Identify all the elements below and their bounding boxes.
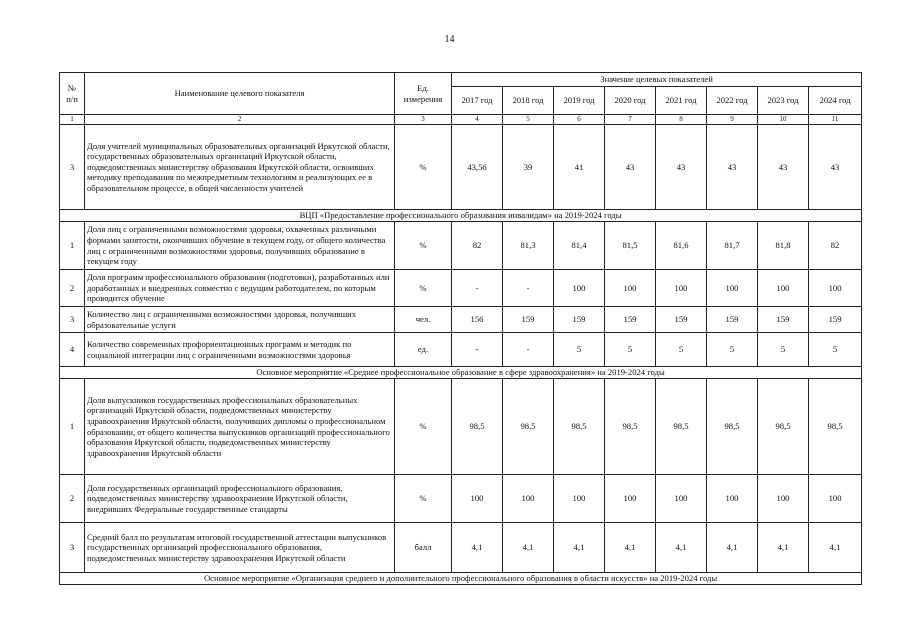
page-number: 14: [444, 34, 455, 45]
value-cell: 159: [707, 307, 758, 333]
table-row: [60, 523, 862, 573]
value-cell: 81,3: [503, 222, 554, 270]
header-num: № п/п: [60, 73, 85, 115]
value-cell: 81,8: [758, 222, 809, 270]
table-row: [60, 475, 862, 523]
indicator-name: Количество современных профориентационных программ и методик по социальной интеграции лиц с ограниченными возможностями здоровья: [85, 333, 395, 367]
value-cell: 4,1: [503, 523, 554, 573]
column-index: 6: [554, 115, 605, 125]
value-cell: 4,1: [554, 523, 605, 573]
value-cell: 100: [707, 475, 758, 523]
column-index: 1: [60, 115, 85, 125]
value-cell: 5: [656, 333, 707, 367]
indicators-table: [59, 72, 862, 585]
value-cell: 39: [503, 125, 554, 210]
value-cell: 100: [656, 270, 707, 307]
table-row: [60, 379, 862, 475]
column-index: 5: [503, 115, 554, 125]
value-cell: 100: [656, 475, 707, 523]
value-cell: 100: [707, 270, 758, 307]
unit: %: [395, 222, 452, 270]
header-year: 2020 год: [605, 87, 656, 115]
column-index: 3: [395, 115, 452, 125]
value-cell: 81,4: [554, 222, 605, 270]
value-cell: 156: [452, 307, 503, 333]
column-index: 9: [707, 115, 758, 125]
value-cell: 81,6: [656, 222, 707, 270]
value-cell: -: [452, 270, 503, 307]
row-number: 1: [60, 379, 85, 475]
column-index: 10: [758, 115, 809, 125]
table-row: [60, 270, 862, 307]
value-cell: 98,5: [554, 379, 605, 475]
row-number: 4: [60, 333, 85, 367]
value-cell: 100: [503, 475, 554, 523]
section-title: Основное мероприятие «Организация среднего и дополнительного профессионального образования в области искусств» на 2019-2024 годы: [60, 573, 862, 585]
header-year: 2021 год: [656, 87, 707, 115]
value-cell: 100: [758, 475, 809, 523]
value-cell: 159: [656, 307, 707, 333]
section-title: Основное мероприятие «Среднее профессиональное образование в сфере здравоохранения» на 2019-2024 годы: [60, 367, 862, 379]
value-cell: 98,5: [707, 379, 758, 475]
value-cell: 98,5: [503, 379, 554, 475]
unit: %: [395, 475, 452, 523]
table-row: [60, 125, 862, 210]
value-cell: 4,1: [605, 523, 656, 573]
row-number: 3: [60, 523, 85, 573]
value-cell: 159: [809, 307, 862, 333]
indicator-name: Количество лиц с ограниченными возможностями здоровья, получивших образовательные услуги: [85, 307, 395, 333]
value-cell: 43: [656, 125, 707, 210]
header-year: 2019 год: [554, 87, 605, 115]
unit: %: [395, 125, 452, 210]
header-values-group: Значение целевых показателей: [452, 73, 862, 87]
value-cell: 43,56: [452, 125, 503, 210]
row-number: 2: [60, 270, 85, 307]
column-index: 2: [85, 115, 395, 125]
indicator-name: Доля лиц с ограниченными возможностями здоровья, охваченных различными формами занятости, окончивших обучение в текущем году, от общего количества лиц с ограниченными возможностями здоровья, получивших образование в текущем году: [85, 222, 395, 270]
value-cell: 98,5: [452, 379, 503, 475]
header-year: 2023 год: [758, 87, 809, 115]
unit: %: [395, 379, 452, 475]
value-cell: 81,5: [605, 222, 656, 270]
value-cell: 159: [758, 307, 809, 333]
row-number: 1: [60, 222, 85, 270]
value-cell: 159: [605, 307, 656, 333]
value-cell: 43: [707, 125, 758, 210]
unit: %: [395, 270, 452, 307]
indicator-name: Доля программ профессионального образования (подготовки), разработанных или доработанных и внедренных совместно с ведущим работодателем, по которым проводится обучение: [85, 270, 395, 307]
table-row: [60, 222, 862, 270]
value-cell: 43: [758, 125, 809, 210]
column-index: 4: [452, 115, 503, 125]
indicator-name: Доля государственных организаций профессионального образования, подведомственных министерству здравоохранения Иркутской области, внедривших Федеральные государственные стандарты: [85, 475, 395, 523]
unit: чел.: [395, 307, 452, 333]
header-unit: Ед. измерения: [395, 73, 452, 115]
value-cell: 100: [554, 475, 605, 523]
value-cell: 4,1: [656, 523, 707, 573]
value-cell: 98,5: [758, 379, 809, 475]
value-cell: -: [503, 333, 554, 367]
table-row: [60, 307, 862, 333]
value-cell: 100: [554, 270, 605, 307]
value-cell: -: [503, 270, 554, 307]
section-title: ВЦП «Предоставление профессионального образования инвалидам» на 2019-2024 годы: [60, 210, 862, 222]
value-cell: 5: [809, 333, 862, 367]
value-cell: 82: [809, 222, 862, 270]
column-index: 8: [656, 115, 707, 125]
value-cell: 98,5: [809, 379, 862, 475]
row-number: 3: [60, 307, 85, 333]
value-cell: 100: [809, 475, 862, 523]
value-cell: 4,1: [707, 523, 758, 573]
table-row: [60, 333, 862, 367]
value-cell: 100: [605, 270, 656, 307]
value-cell: 100: [605, 475, 656, 523]
value-cell: 5: [554, 333, 605, 367]
value-cell: 5: [758, 333, 809, 367]
value-cell: 98,5: [656, 379, 707, 475]
indicator-name: Средний балл по результатам итоговой государственной аттестации выпускников государственных организаций профессионального образования, подведомственных министерству здравоохранения Иркутской области: [85, 523, 395, 573]
header-name: Наименование целевого показателя: [85, 73, 395, 115]
value-cell: 43: [605, 125, 656, 210]
value-cell: 5: [605, 333, 656, 367]
value-cell: 41: [554, 125, 605, 210]
value-cell: 5: [707, 333, 758, 367]
indicator-name: Доля выпускников государственных профессиональных образовательных организаций Иркутской области, подведомственных министерству здравоохранения Иркутской области, получивших дипломы о профессиональном образовании, от общего количества выпускников организаций профессионального образования Иркутской области, подведомственных министерству здравоохранения Иркутской области: [85, 379, 395, 475]
value-cell: 4,1: [809, 523, 862, 573]
section-row: [60, 367, 862, 379]
column-index: 11: [809, 115, 862, 125]
value-cell: 100: [758, 270, 809, 307]
header-year: 2024 год: [809, 87, 862, 115]
header-year: 2017 год: [452, 87, 503, 115]
value-cell: 98,5: [605, 379, 656, 475]
header-year: 2018 год: [503, 87, 554, 115]
value-cell: 159: [554, 307, 605, 333]
indicator-name: Доля учителей муниципальных образовательных организаций Иркутской области, государственных образовательных организаций Иркутской области, подведомственных министерству образования Иркутской области, освоивших методику преподавания по межпредметным технологиям и реализующих ее в образовательном процессе, в общей численности учителей: [85, 125, 395, 210]
section-row: [60, 573, 862, 585]
value-cell: -: [452, 333, 503, 367]
row-number: 2: [60, 475, 85, 523]
value-cell: 100: [452, 475, 503, 523]
section-row: [60, 210, 862, 222]
header-year: 2022 год: [707, 87, 758, 115]
value-cell: 82: [452, 222, 503, 270]
value-cell: 100: [809, 270, 862, 307]
row-number: 3: [60, 125, 85, 210]
value-cell: 43: [809, 125, 862, 210]
unit: балл: [395, 523, 452, 573]
unit: ед.: [395, 333, 452, 367]
value-cell: 4,1: [758, 523, 809, 573]
column-index: 7: [605, 115, 656, 125]
value-cell: 4,1: [452, 523, 503, 573]
value-cell: 159: [503, 307, 554, 333]
value-cell: 81,7: [707, 222, 758, 270]
